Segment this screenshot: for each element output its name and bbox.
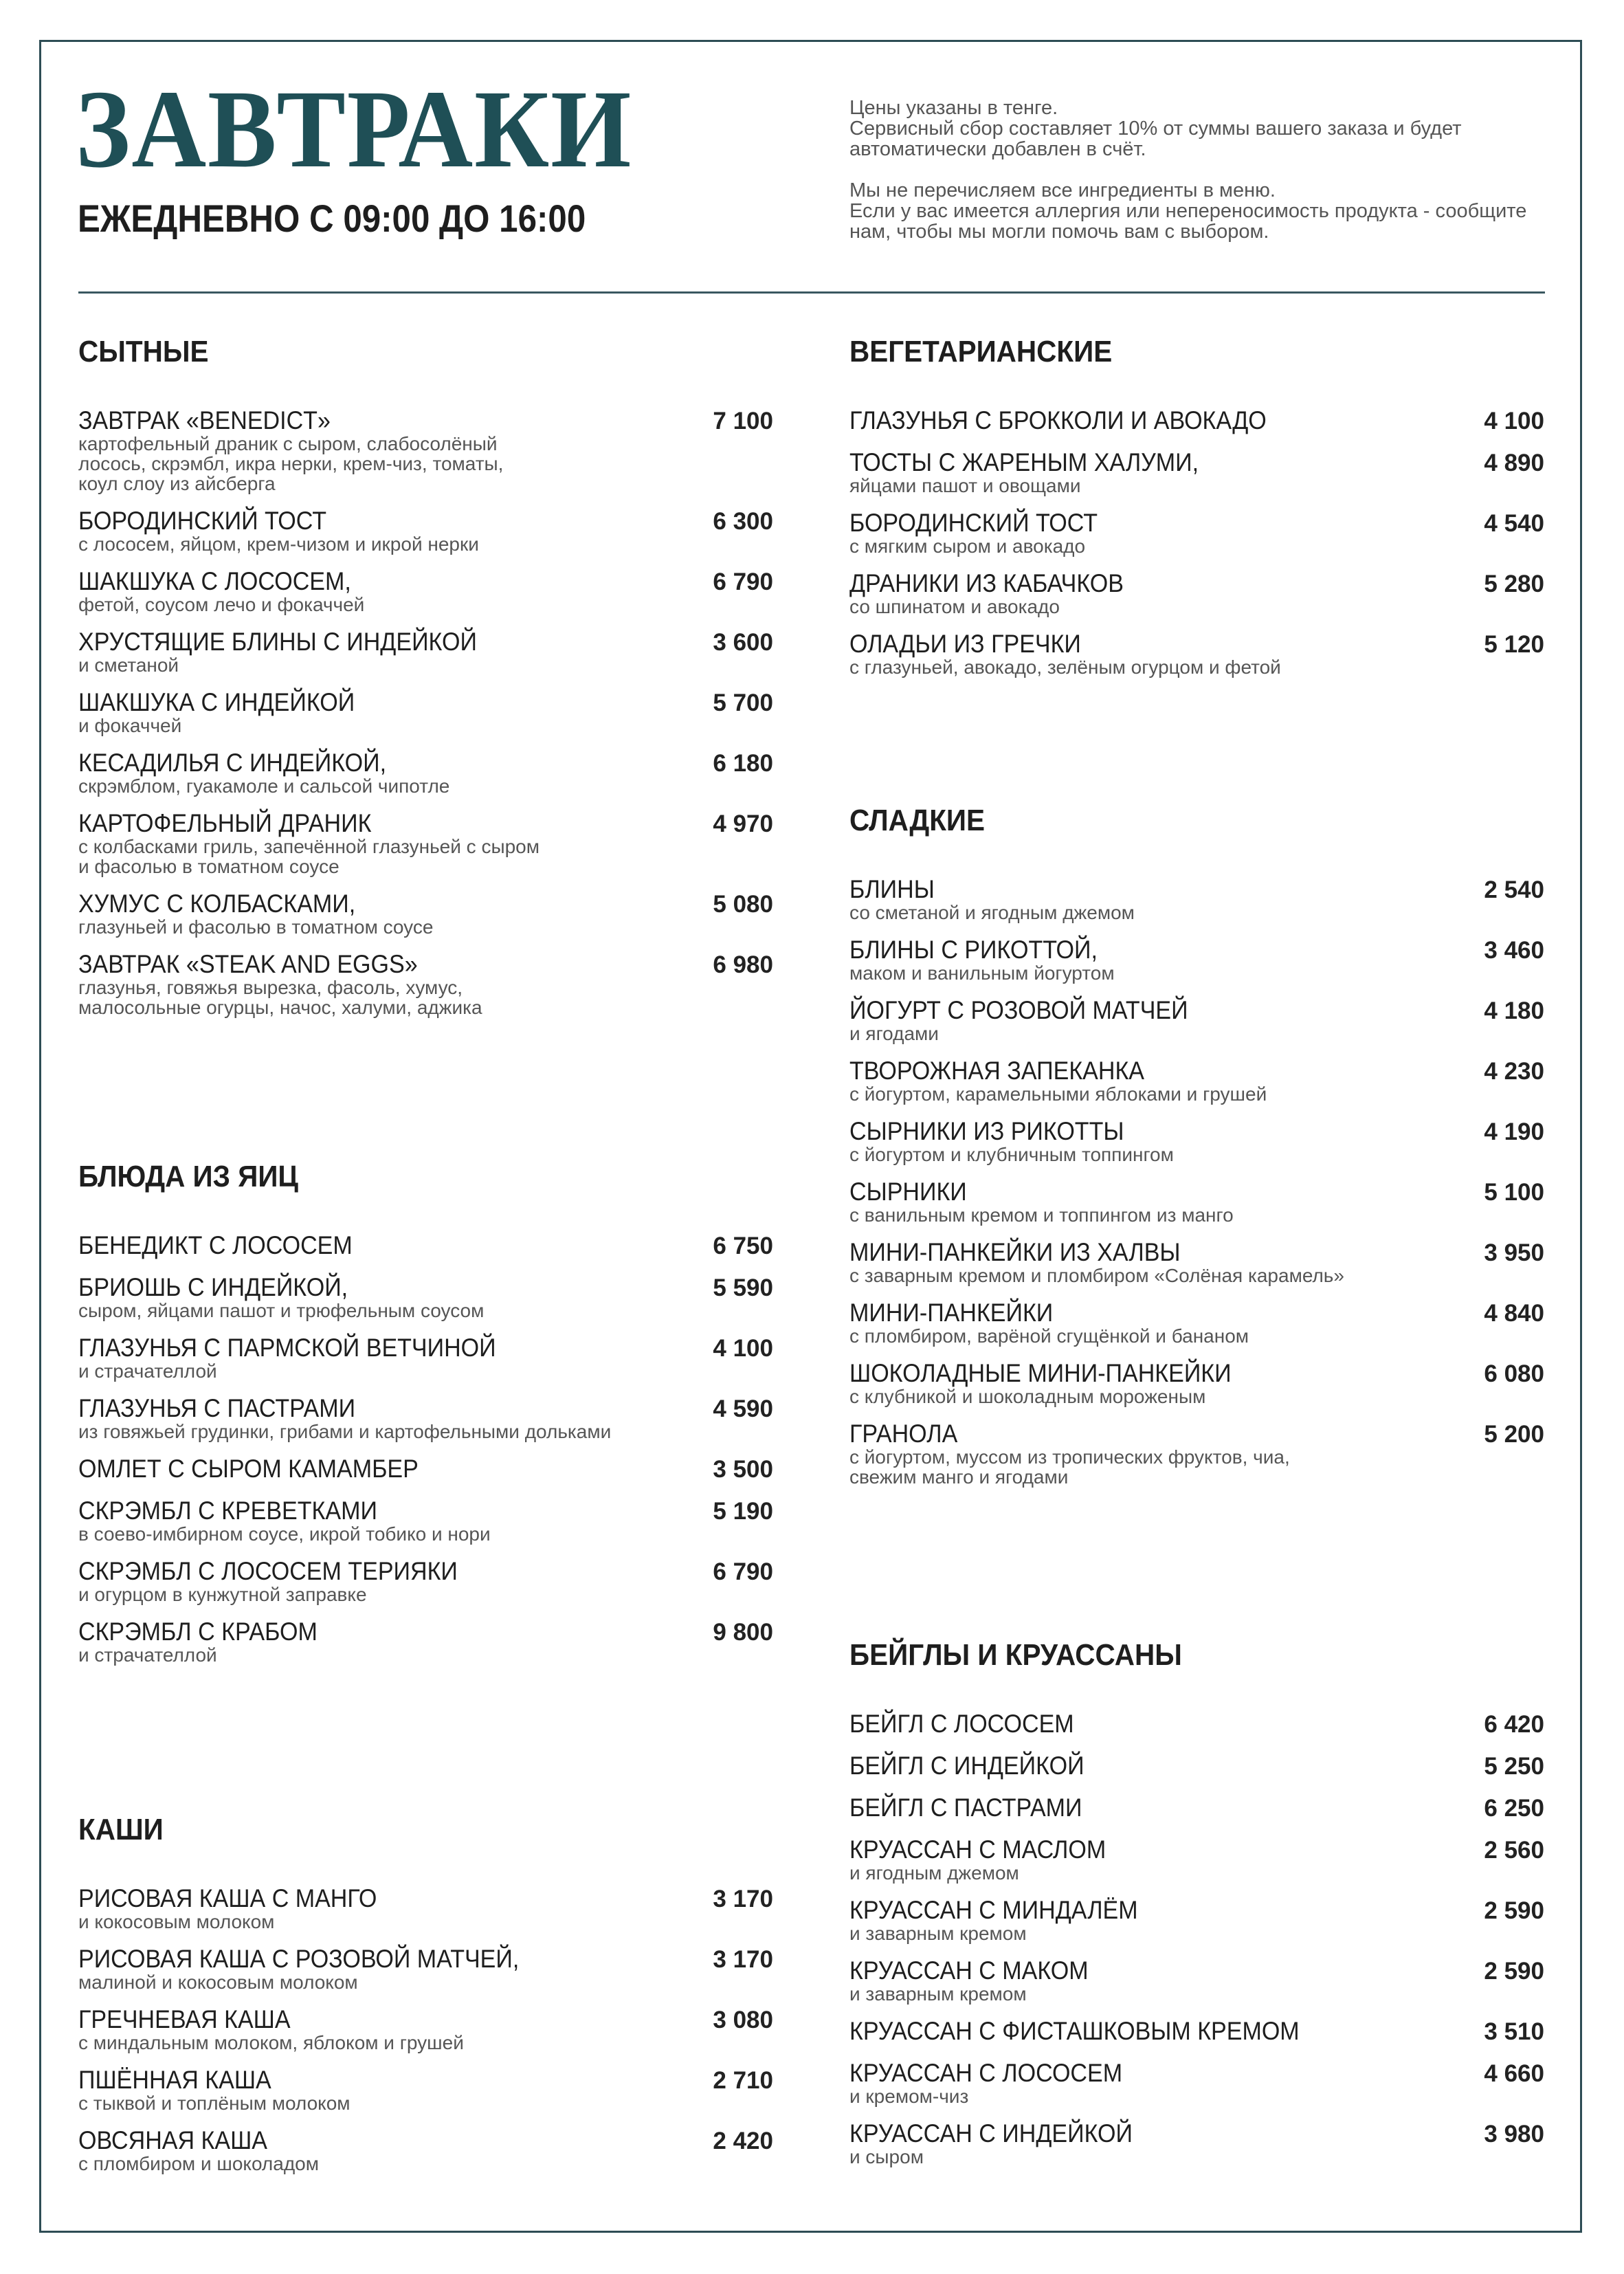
- menu-item-name: СКРЭМБЛ С КРАБОМ: [78, 1618, 318, 1646]
- menu-item: [849, 570, 1544, 617]
- section-title: БЕЙГЛЫ И КРУАССАНЫ: [849, 1638, 1182, 1672]
- menu-item-name: КРУАССАН С МАСЛОМ: [849, 1835, 1106, 1864]
- menu-item-price: 5 080: [713, 891, 773, 918]
- menu-item-name: ОЛАДЬИ ИЗ ГРЕЧКИ: [849, 630, 1081, 658]
- menu-item: [78, 1618, 773, 1665]
- menu-item-row: [849, 1710, 1544, 1738]
- menu-item-name: МИНИ-ПАНКЕЙКИ: [849, 1299, 1054, 1327]
- menu-item-description: со сметаной и ягодным джемом: [849, 902, 1135, 923]
- menu-item-row: [78, 1232, 773, 1260]
- menu-item: [78, 1395, 773, 1442]
- menu-item-row: [78, 1885, 773, 1913]
- menu-item: [78, 1558, 773, 1604]
- menu-item-description: с ванильным кремом и топпингом из манго: [849, 1204, 1234, 1226]
- menu-item-description: маком и ванильным йогуртом: [849, 962, 1115, 984]
- menu-item-name: ХРУСТЯЩИЕ БЛИНЫ С ИНДЕЙКОЙ: [78, 628, 477, 656]
- menu-item-row: [849, 1118, 1544, 1146]
- menu-item-row: [849, 1752, 1544, 1780]
- menu-item-description: картофельный драник с сыром, слабосолёный лосось, скрэмбл, икра нерки, крем-чиз, томаты, коул слоу из айсберга: [78, 433, 504, 494]
- menu-item-row: [849, 1957, 1544, 1985]
- section-title: СЫТНЫЕ: [78, 335, 209, 368]
- menu-item-row: [849, 997, 1544, 1025]
- section-title: ВЕГЕТАРИАНСКИЕ: [849, 335, 1113, 368]
- menu-item: [849, 1836, 1544, 1883]
- menu-item-row: [849, 630, 1544, 659]
- menu-item-name: СКРЭМБЛ С ЛОСОСЕМ ТЕРИЯКИ: [78, 1557, 458, 1585]
- menu-item-price: 3 510: [1484, 2018, 1544, 2045]
- menu-item: [78, 628, 773, 675]
- menu-item-price: 3 080: [713, 2007, 773, 2033]
- menu-item-row: [78, 1945, 773, 1974]
- menu-item: [78, 1274, 773, 1321]
- allergy-note: Мы не перечисляем все ингредиенты в меню. Если у вас имеется аллергия или непереносимость продукта - сообщите нам, чтобы мы могли помочь вам с выбором.: [849, 179, 1527, 243]
- menu-item-name: ОВСЯНАЯ КАША: [78, 2126, 267, 2154]
- menu-item-description: малиной и кокосовым молоком: [78, 1972, 358, 1993]
- menu-item: [78, 810, 773, 876]
- menu-item-description: фетой, соусом лечо и фокаччей: [78, 594, 365, 615]
- menu-item-row: [78, 628, 773, 656]
- menu-item-name: БЕЙГЛ С ИНДЕЙКОЙ: [849, 1752, 1084, 1780]
- menu-item-price: 3 500: [713, 1456, 773, 1483]
- menu-item-price: 2 590: [1484, 1897, 1544, 1924]
- menu-item-description: с заварным кремом и пломбиром «Солёная карамель»: [849, 1265, 1344, 1286]
- menu-item-price: 6 750: [713, 1233, 773, 1259]
- menu-item-row: [849, 2060, 1544, 2088]
- menu-item-price: 3 950: [1484, 1239, 1544, 1266]
- menu-item-name: ТОСТЫ С ЖАРЕНЫМ ХАЛУМИ,: [849, 448, 1199, 476]
- menu-item-price: 6 790: [713, 1558, 773, 1585]
- menu-item-price: 4 100: [1484, 408, 1544, 434]
- menu-item-row: [849, 1897, 1544, 1925]
- menu-item-name: МИНИ-ПАНКЕЙКИ ИЗ ХАЛВЫ: [849, 1238, 1181, 1266]
- menu-item-price: 4 970: [713, 810, 773, 837]
- menu-item-price: 3 170: [713, 1886, 773, 1912]
- menu-item-description: и сыром: [849, 2146, 924, 2167]
- menu-item-name: БЕНЕДИКТ С ЛОСОСЕМ: [78, 1231, 353, 1259]
- menu-item-name: КАРТОФЕЛЬНЫЙ ДРАНИК: [78, 809, 372, 837]
- menu-item-row: [78, 2006, 773, 2034]
- menu-item-description: с клубникой и шоколадным мороженым: [849, 1386, 1206, 1407]
- menu-item-name: ДРАНИКИ ИЗ КАБАЧКОВ: [849, 569, 1124, 597]
- menu-item: [78, 507, 773, 554]
- menu-item-row: [849, 1420, 1544, 1448]
- menu-item-description: и страчателлой: [78, 1360, 217, 1382]
- menu-item-name: РИСОВАЯ КАША С РОЗОВОЙ МАТЧЕЙ,: [78, 1945, 520, 1973]
- menu-item-description: с йогуртом и клубничным топпингом: [849, 1144, 1174, 1165]
- menu-item: [78, 2066, 773, 2113]
- menu-item-description: и ягодами: [849, 1023, 939, 1044]
- menu-item: [849, 1299, 1544, 1346]
- section-bagels-croissants: [849, 1640, 1544, 2181]
- menu-item-price: 6 080: [1484, 1360, 1544, 1387]
- menu-item: [78, 1232, 773, 1260]
- menu-item: [78, 1885, 773, 1932]
- menu-item-row: [849, 509, 1544, 538]
- menu-item: [78, 689, 773, 736]
- menu-item-name: ОМЛЕТ С СЫРОМ КАМАМБЕР: [78, 1455, 419, 1483]
- menu-item-description: с пломбиром и шоколадом: [78, 2153, 319, 2174]
- menu-item-price: 4 190: [1484, 1118, 1544, 1145]
- opening-hours: ЕЖЕДНЕВНО С 09:00 ДО 16:00: [78, 197, 586, 240]
- menu-item-description: и ягодным джемом: [849, 1862, 1019, 1884]
- menu-item-description: с колбасками гриль, запечённой глазуньей с сыром и фасолью в томатном соусе: [78, 836, 540, 877]
- menu-item: [849, 1752, 1544, 1780]
- menu-item-price: 2 710: [713, 2067, 773, 2094]
- menu-item-price: 4 890: [1484, 450, 1544, 476]
- menu-item-description: со шпинатом и авокадо: [849, 596, 1060, 617]
- menu-item-price: 5 280: [1484, 571, 1544, 597]
- menu-item-row: [78, 1274, 773, 1302]
- menu-item-price: 5 120: [1484, 631, 1544, 658]
- menu-item-name: СЫРНИКИ: [849, 1178, 967, 1206]
- section-title: СЛАДКИЕ: [849, 804, 986, 837]
- section-egg-dishes: [78, 1162, 773, 1679]
- menu-item-row: [78, 1618, 773, 1646]
- menu-item: [849, 630, 1544, 677]
- menu-item-row: [78, 407, 773, 435]
- menu-item: [849, 2018, 1544, 2046]
- menu-item-name: ШАКШУКА С ИНДЕЙКОЙ: [78, 688, 355, 716]
- menu-item-name: КЕСАДИЛЬЯ С ИНДЕЙКОЙ,: [78, 749, 387, 777]
- menu-item: [78, 749, 773, 796]
- menu-item-description: с тыквой и топлёным молоком: [78, 2093, 351, 2114]
- menu-item-name: ШАКШУКА С ЛОСОСЕМ,: [78, 567, 351, 595]
- menu-item: [849, 997, 1544, 1044]
- menu-item-row: [849, 1836, 1544, 1864]
- menu-item-row: [78, 689, 773, 717]
- menu-item-price: 4 590: [713, 1395, 773, 1422]
- menu-item-name: СКРЭМБЛ С КРЕВЕТКАМИ: [78, 1497, 377, 1525]
- menu-item-row: [78, 2066, 773, 2095]
- menu-item-row: [849, 876, 1544, 904]
- menu-item-price: 6 300: [713, 508, 773, 535]
- menu-item: [849, 1957, 1544, 2004]
- page-title: ЗАВТРАКИ: [76, 68, 633, 191]
- menu-item-row: [849, 2120, 1544, 2148]
- menu-item-description: с йогуртом, карамельными яблоками и грушей: [849, 1083, 1267, 1105]
- menu-item: [849, 1178, 1544, 1225]
- menu-item: [78, 1497, 773, 1544]
- menu-item: [849, 1710, 1544, 1738]
- menu-item: [849, 1360, 1544, 1406]
- menu-item-description: с глазуньей, авокадо, зелёным огурцом и фетой: [849, 656, 1281, 678]
- menu-item-price: 4 180: [1484, 997, 1544, 1024]
- menu-item: [78, 1945, 773, 1992]
- menu-item-price: 5 190: [713, 1498, 773, 1525]
- menu-item-row: [78, 1558, 773, 1586]
- menu-item-name: ГЛАЗУНЬЯ С ПАРМСКОЙ ВЕТЧИНОЙ: [78, 1334, 496, 1362]
- menu-item-description: с миндальным молоком, яблоком и грушей: [78, 2032, 464, 2053]
- menu-item: [849, 407, 1544, 435]
- menu-item-row: [78, 890, 773, 918]
- menu-item-price: 2 420: [713, 2128, 773, 2154]
- menu-item-price: 5 700: [713, 689, 773, 716]
- menu-item: [849, 1057, 1544, 1104]
- menu-item-row: [849, 1299, 1544, 1327]
- menu-item-price: 3 980: [1484, 2121, 1544, 2148]
- menu-item: [849, 1420, 1544, 1487]
- menu-item: [849, 876, 1544, 923]
- menu-item-row: [78, 568, 773, 596]
- menu-item-row: [849, 1360, 1544, 1388]
- section-vegetarian: [849, 337, 1544, 691]
- price-note: Цены указаны в тенге. Сервисный сбор составляет 10% от суммы вашего заказа и будет автоматически добавлен в счёт.: [849, 97, 1462, 160]
- menu-item: [78, 2127, 773, 2174]
- menu-item-price: 6 980: [713, 951, 773, 978]
- menu-item-price: 3 600: [713, 629, 773, 656]
- menu-item-price: 2 540: [1484, 876, 1544, 903]
- menu-item-price: 4 100: [713, 1335, 773, 1362]
- menu-item-price: 4 540: [1484, 510, 1544, 537]
- menu-item-price: 6 790: [713, 568, 773, 595]
- menu-item-description: с мягким сыром и авокадо: [849, 536, 1086, 557]
- menu-item: [78, 407, 773, 494]
- menu-item-name: ЗАВТРАК «STEAK AND EGGS»: [78, 950, 418, 978]
- menu-item-description: яйцами пашот и овощами: [849, 475, 1081, 496]
- menu-item-price: 2 560: [1484, 1837, 1544, 1864]
- menu-item-description: и заварным кремом: [849, 1983, 1027, 2005]
- menu-item-name: КРУАССАН С ИНДЕЙКОЙ: [849, 2119, 1133, 2148]
- menu-item-description: с йогуртом, муссом из тропических фруктов, чиа, свежим манго и ягодами: [849, 1446, 1290, 1488]
- menu-item-price: 4 840: [1484, 1300, 1544, 1327]
- menu-item-name: БЕЙГЛ С ПАСТРАМИ: [849, 1793, 1082, 1822]
- menu-item-price: 6 250: [1484, 1795, 1544, 1822]
- menu-item-price: 6 420: [1484, 1711, 1544, 1738]
- section-hearty: [78, 337, 773, 1031]
- header-divider: [78, 291, 1545, 294]
- menu-notes: [849, 98, 1564, 263]
- menu-item-description: и фокаччей: [78, 715, 182, 736]
- menu-item-price: 5 100: [1484, 1179, 1544, 1206]
- menu-item-description: глазуньей и фасолью в томатном соусе: [78, 916, 434, 938]
- menu-item-row: [78, 507, 773, 536]
- menu-item-row: [78, 1395, 773, 1423]
- menu-item-row: [849, 570, 1544, 598]
- menu-item-price: 4 230: [1484, 1058, 1544, 1085]
- menu-item-price: 3 170: [713, 1946, 773, 1973]
- menu-item-description: и заварным кремом: [849, 1923, 1027, 1944]
- menu-item-description: сыром, яйцами пашот и трюфельным соусом: [78, 1300, 485, 1321]
- menu-item: [849, 2060, 1544, 2106]
- menu-item-name: ПШЁННАЯ КАША: [78, 2066, 271, 2094]
- menu-item: [78, 1455, 773, 1483]
- menu-item-name: СЫРНИКИ ИЗ РИКОТТЫ: [849, 1117, 1124, 1145]
- menu-item-name: РИСОВАЯ КАША С МАНГО: [78, 1884, 377, 1912]
- menu-item-name: ШОКОЛАДНЫЕ МИНИ-ПАНКЕЙКИ: [849, 1359, 1232, 1387]
- menu-item-name: ГРАНОЛА: [849, 1420, 958, 1448]
- menu-item-name: БЕЙГЛ С ЛОСОСЕМ: [849, 1710, 1074, 1738]
- menu-item-row: [849, 407, 1544, 435]
- menu-item-name: ЗАВТРАК «BENEDICT»: [78, 406, 331, 434]
- menu-item-name: ГРЕЧНЕВАЯ КАША: [78, 2005, 291, 2033]
- menu-item-name: КРУАССАН С ФИСТАШКОВЫМ КРЕМОМ: [849, 2017, 1300, 2045]
- menu-item-row: [849, 936, 1544, 964]
- menu-item-row: [849, 1794, 1544, 1822]
- menu-item-price: 5 590: [713, 1274, 773, 1301]
- menu-item-row: [78, 1497, 773, 1525]
- menu-item-price: 6 180: [713, 750, 773, 777]
- menu-item-row: [78, 2127, 773, 2155]
- menu-item-row: [849, 1057, 1544, 1085]
- menu-item: [849, 449, 1544, 496]
- menu-item: [849, 1794, 1544, 1822]
- menu-item-row: [78, 1334, 773, 1362]
- menu-item-price: 4 660: [1484, 2060, 1544, 2087]
- section-porridge: [78, 1815, 773, 2187]
- section-sweet: [849, 806, 1544, 1501]
- menu-item: [849, 509, 1544, 556]
- menu-item: [849, 1897, 1544, 1943]
- menu-item-row: [849, 449, 1544, 477]
- menu-item-row: [78, 1455, 773, 1483]
- menu-item-price: 3 460: [1484, 937, 1544, 964]
- menu-item: [849, 936, 1544, 983]
- menu-item: [849, 1118, 1544, 1164]
- menu-item-name: КРУАССАН С МАКОМ: [849, 1956, 1089, 1985]
- menu-item: [78, 890, 773, 937]
- menu-item-price: 7 100: [713, 408, 773, 434]
- menu-item-description: в соево-имбирном соусе, икрой тобико и нори: [78, 1523, 491, 1545]
- menu-item-price: 2 590: [1484, 1958, 1544, 1985]
- menu-item-description: и огурцом в кунжутной заправке: [78, 1584, 367, 1605]
- menu-item: [78, 568, 773, 615]
- menu-item-row: [78, 749, 773, 777]
- menu-item-row: [849, 2018, 1544, 2046]
- menu-item-row: [849, 1178, 1544, 1206]
- menu-item-description: и кремом-чиз: [849, 2086, 969, 2107]
- menu-item-row: [78, 951, 773, 979]
- section-title: БЛЮДА ИЗ ЯИЦ: [78, 1160, 299, 1193]
- menu-item-description: с пломбиром, варёной сгущёнкой и бананом: [849, 1325, 1249, 1347]
- menu-item-name: БЛИНЫ: [849, 875, 935, 903]
- menu-item-name: ГЛАЗУНЬЯ С БРОККОЛИ И АВОКАДО: [849, 406, 1267, 434]
- menu-item-description: и сметаной: [78, 654, 179, 676]
- menu-item-description: скрэмблом, гуакамоле и сальсой чипотле: [78, 775, 450, 797]
- menu-item: [78, 2006, 773, 2053]
- menu-item-name: ГЛАЗУНЬЯ С ПАСТРАМИ: [78, 1394, 356, 1422]
- menu-item-description: и страчателлой: [78, 1644, 217, 1666]
- menu-item: [849, 1239, 1544, 1285]
- menu-item-description: и кокосовым молоком: [78, 1911, 275, 1932]
- menu-item-name: ЙОГУРТ С РОЗОВОЙ МАТЧЕЙ: [849, 996, 1188, 1024]
- menu-item-row: [849, 1239, 1544, 1267]
- menu-item-name: КРУАССАН С МИНДАЛЁМ: [849, 1896, 1138, 1924]
- menu-item-name: ХУМУС С КОЛБАСКАМИ,: [78, 890, 356, 918]
- menu-item-description: глазунья, говяжья вырезка, фасоль, хумус, малосольные огурцы, начос, халуми, аджика: [78, 977, 482, 1018]
- menu-item-price: 5 200: [1484, 1421, 1544, 1448]
- menu-item: [78, 951, 773, 1017]
- menu-item: [849, 2120, 1544, 2167]
- menu-item-price: 9 800: [713, 1619, 773, 1646]
- menu-item-name: КРУАССАН С ЛОСОСЕМ: [849, 2059, 1123, 2087]
- menu-item-description: с лососем, яйцом, крем-чизом и икрой нерки: [78, 533, 479, 555]
- section-title: КАШИ: [78, 1813, 164, 1846]
- menu-item-row: [78, 810, 773, 838]
- menu-item-description: из говяжьей грудинки, грибами и картофельными дольками: [78, 1421, 612, 1442]
- menu-item: [78, 1334, 773, 1381]
- menu-item-name: БЛИНЫ С РИКОТТОЙ,: [849, 936, 1098, 964]
- menu-item-name: БОРОДИНСКИЙ ТОСТ: [78, 507, 327, 535]
- menu-item-name: БРИОШЬ С ИНДЕЙКОЙ,: [78, 1273, 348, 1301]
- menu-item-name: БОРОДИНСКИЙ ТОСТ: [849, 509, 1098, 537]
- menu-item-name: ТВОРОЖНАЯ ЗАПЕКАНКА: [849, 1057, 1144, 1085]
- menu-item-price: 5 250: [1484, 1753, 1544, 1780]
